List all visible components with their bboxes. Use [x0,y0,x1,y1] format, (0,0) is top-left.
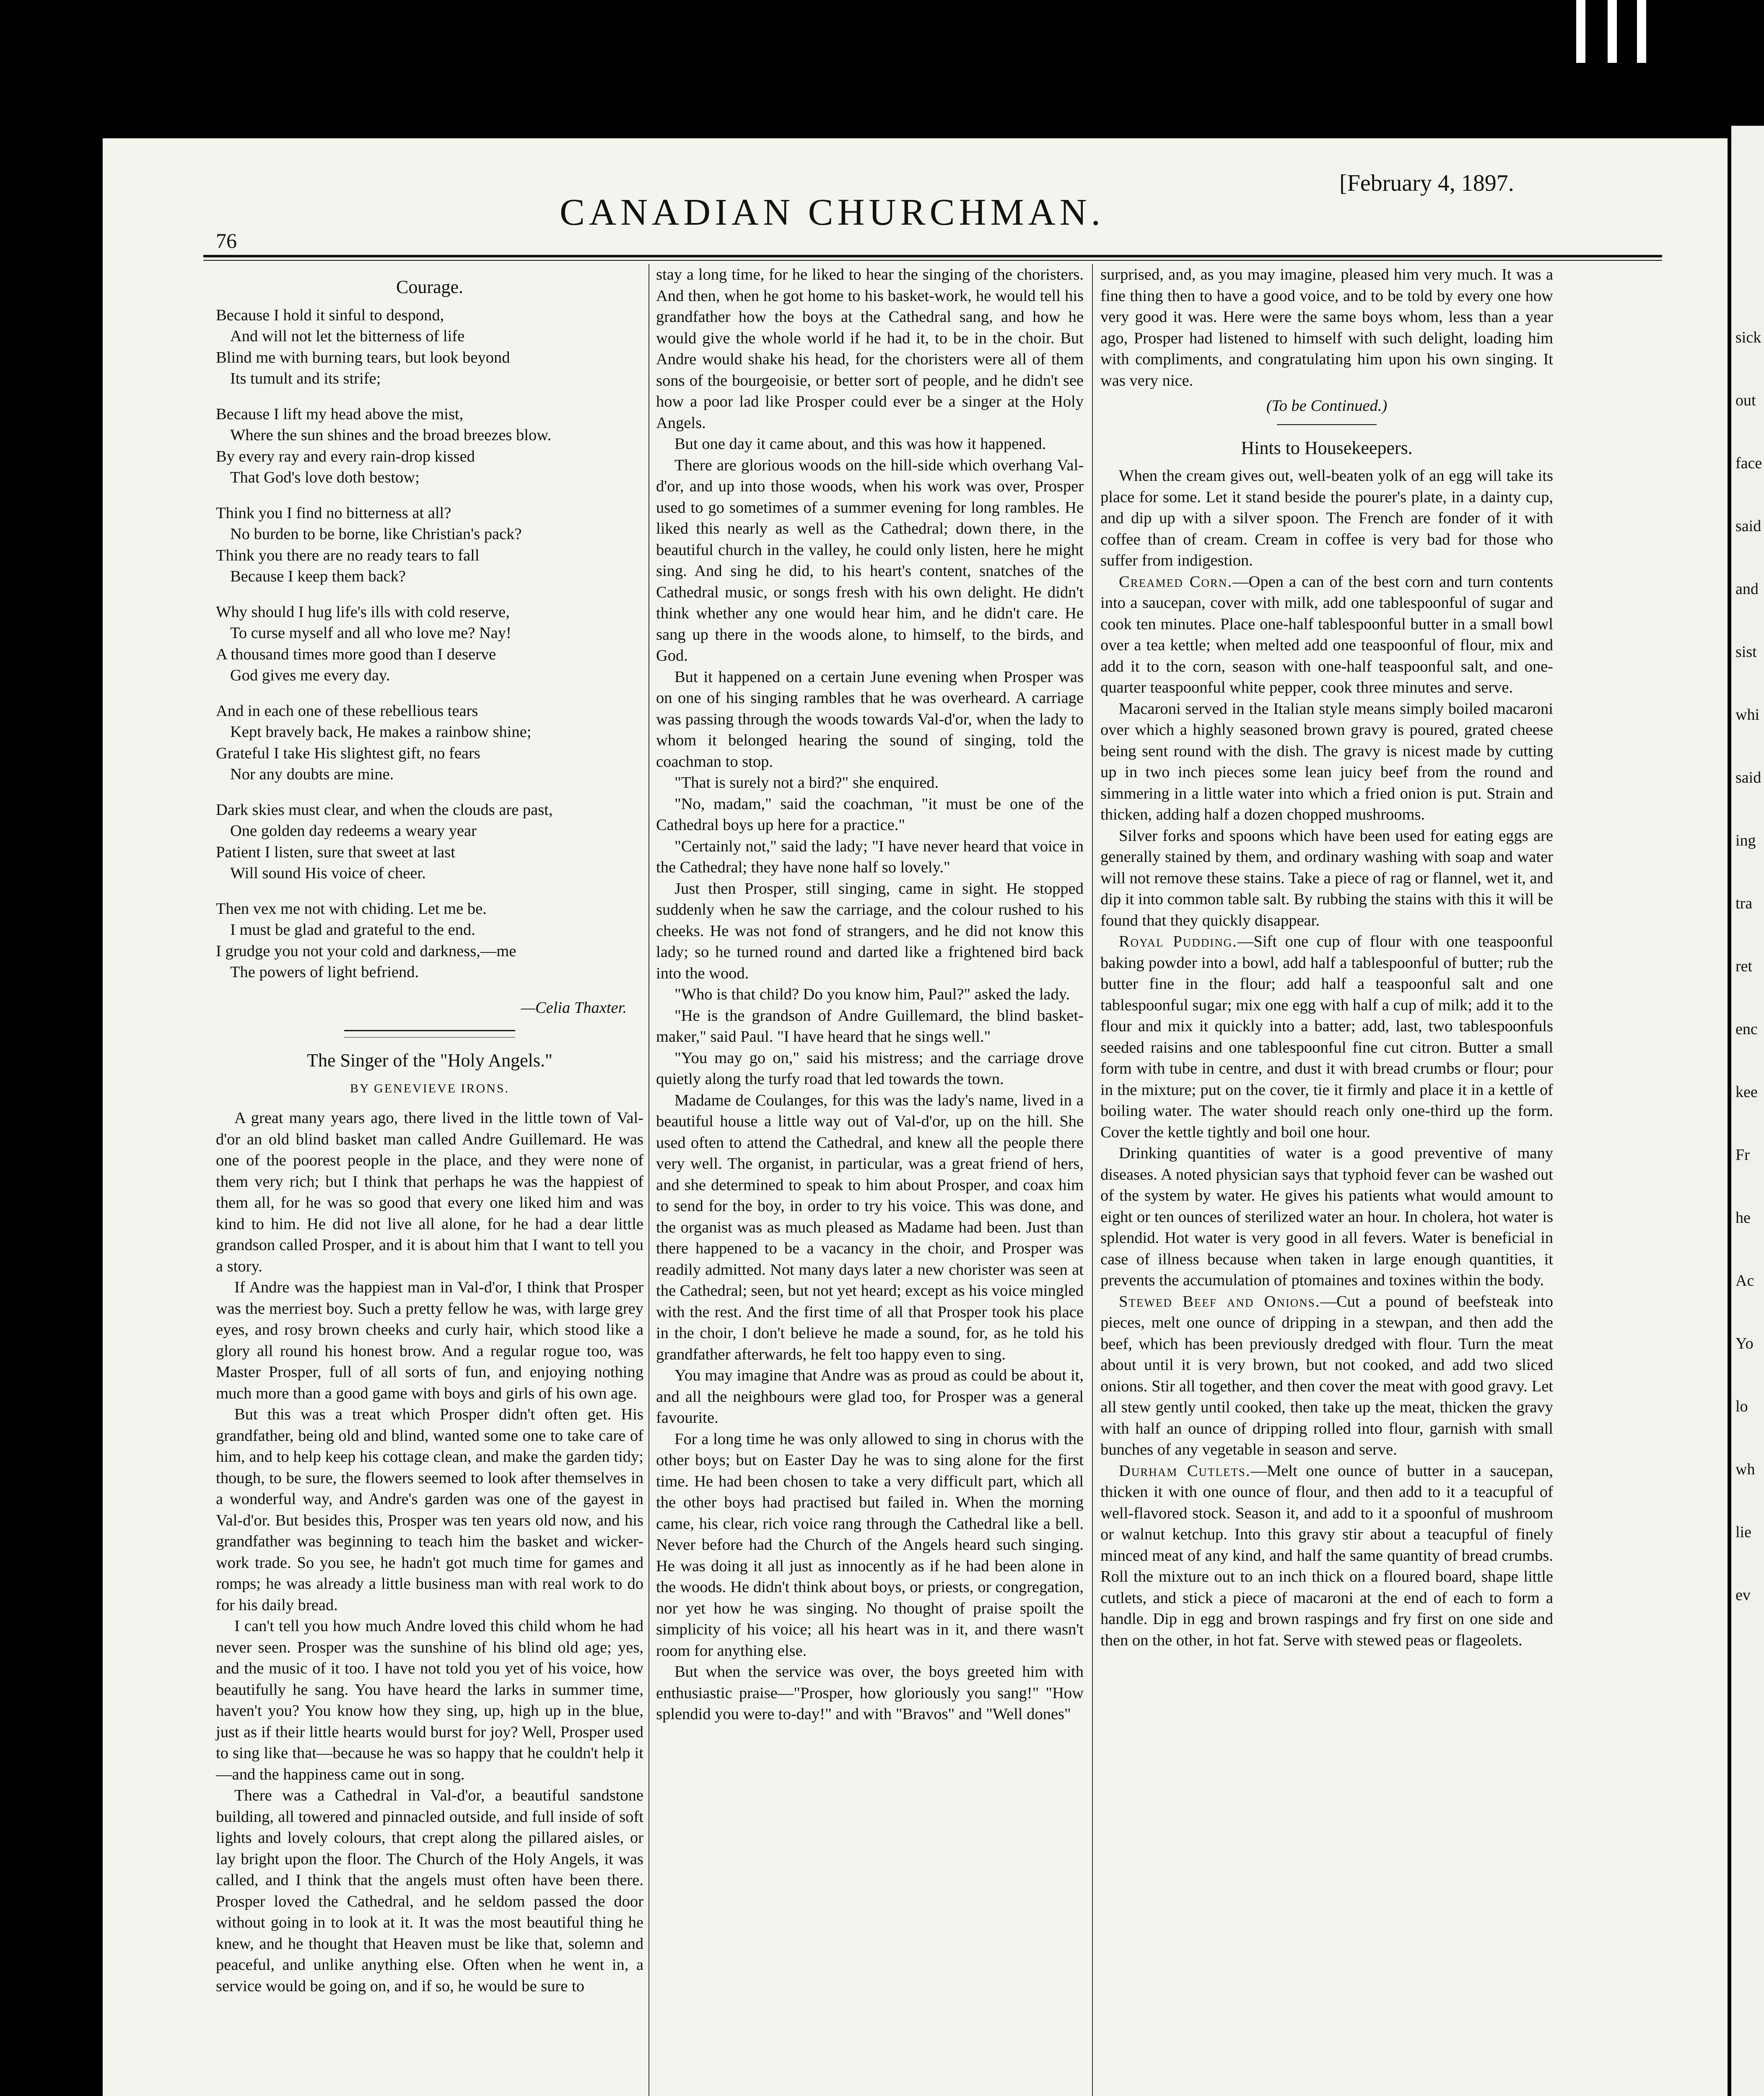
hints-title: Hints to Housekeepers. [1241,437,1413,458]
adjacent-page-word: wh [1735,1460,1755,1478]
poem-line: Kept bravely back, He makes a rainbow shine; [230,723,532,741]
story-text-col3 [1100,264,1553,391]
poem-line: That God's love doth bestow; [230,469,420,486]
story-paragraph: But when the service was over, the boys greeted him with enthusiastic praise—"Prosper, how gloriously you sang!" "How splendid you were to-day!" and with "Bravos" and "Well dones" [656,1663,1084,1723]
adjacent-page-word: Yo [1735,1335,1754,1352]
poem-stanza [216,898,643,983]
story-paragraph: But one day it came about, and this was how it happened. [674,435,1046,453]
film-edge-mark [1576,0,1585,63]
story-paragraph: "You may go on," said his mistress; and the carriage drove quietly along the turfy road that led towards the town. [656,1049,1084,1088]
story-text-col1 [216,1108,643,1997]
hint-text: Macaroni served in the Italian style means simply boiled macaroni over which a highly seasoned brown gravy is poured, grated cheese being sent round with the dish. The gravy is nicest made by cutting up in two inch pieces some lean juicy beef from the round and simmering in a little water into which a fried onion is put. Strain and thicken, adding half a dozen chopped mushrooms. [1100,700,1553,823]
story-paragraph: stay a long time, for he liked to hear the singing of the choristers. And then, when he got home to his basket-work, he would tell his grandfather how the boys at the Cathedral sang, and how he would give the whole world if he had it, to be in the choir. But Andre would shake his head, for the choristers were all of them sons of the bourgeoisie, or better sort of people, and he didn't see how a poor lad like Prosper could ever be a singer at the Holy Angels. [656,266,1084,432]
story-paragraph: You may imagine that Andre was as proud as could be about it, and all the neighbours were glad too, for Prosper was a general favourite. [656,1367,1084,1427]
column-3 [1100,264,1553,1651]
hint-paragraph [1100,1143,1553,1291]
poem-line: By every ray and every rain-drop kissed [216,447,475,465]
poem-line: I must be glad and grateful to the end. [230,921,475,939]
adjacent-page-word: and [1735,580,1759,598]
hint-heading: Stewed Beef and Onions. [1119,1292,1320,1310]
poem-line: A thousand times more good than I deserve [216,645,496,663]
hint-paragraph [1100,931,1553,1143]
hint-paragraph [1100,571,1553,698]
poem-stanza [216,305,643,389]
hint-heading: Durham Cutlets. [1119,1462,1251,1480]
story-title: The Singer of the "Holy Angels." [307,1050,553,1071]
poem-line: To curse myself and all who love me? Nay! [230,624,511,642]
adjacent-page-fragment [1731,126,1764,2096]
hint-heading: Creamed Corn. [1119,573,1233,591]
adjacent-page-word: he [1735,1209,1751,1227]
poem-line: No burden to be borne, like Christian's pack? [230,525,522,543]
poem-stanza [216,404,643,488]
poem-line: Patient I listen, sure that sweet at last [216,843,455,861]
story-text-col2 [656,264,1084,1725]
story-paragraph: I can't tell you how much Andre loved this child whom he had never seen. Prosper was the sunshine of his blind old age; yes, and the music of it too. I have not told you yet of his voice, how beautifully he sang. You have heard the larks in summer time, haven't you? You know how they sing, up, high up in the blue, just as if their little hearts would burst for joy? Well, Prosper used to sing like that—because he was so happy that he couldn't help it—and the happiness came out in song. [216,1617,643,1783]
poem-line: Why should I hug life's ills with cold reserve, [216,603,510,621]
story-paragraph: Madame de Coulanges, for this was the lady's name, lived in a beautiful house a little way out of Val-d'or, up on the hill. She used often to attend the Cathedral, and knew all the people there very well. The organist, in particular, was a great friend of hers, and she determined to speak to him about Prosper, and coax him to send for the boy, in order to try his voice. This was done, and the organist was as much pleased as Madame had been. Just than there happened to be a vacancy in the choir, and Prosper was readily admitted. Not many days later a new chorister was seen at the Cathedral; seen, but not yet heard; except as his voice mingled with the rest. And the first time of all that Prosper took his place in the choir, I don't believe he made a sound, for, as he told his grandfather afterwards, he felt too happy even to sing. [656,1091,1084,1363]
newspaper-page [103,138,1729,2096]
story-paragraph: "Certainly not," said the lady; "I have never heard that voice in the Cathedral; they have none half so lovely." [656,837,1084,876]
hint-text: —Melt one ounce of butter in a saucepan, thicken it with one ounce of flour, and then add to it a teacupful of well-flavored stock. Season it, and add to it a spoonful of mushroom or walnut ketchup. Into this gravy stir about a teacupful of finely minced meat of any kind, and half the same quantity of bread crumbs. Roll the mixture out to an inch thick on a floured board, shape little cutlets, and stick a piece of macaroni at the end of each to form a handle. Dip in egg and brown raspings and fry first on one side and then on the other, in hot fat. Serve with stewed peas or flageolets. [1100,1462,1553,1649]
hint-paragraph [1100,825,1553,931]
adjacent-page-word: Ac [1735,1272,1754,1289]
poem-line: Because I lift my head above the mist, [216,405,464,423]
hint-heading: Royal Pudding. [1119,933,1237,950]
column-1 [216,264,643,1997]
poem-line: God gives me every day. [230,667,390,684]
header-rule-thin [203,260,1662,261]
continued-note: (To be Continued.) [1266,397,1388,415]
poem-line: Because I hold it sinful to despond, [216,306,444,324]
adjacent-page-word: ev [1735,1586,1751,1604]
adjacent-page-word: lo [1735,1398,1748,1415]
hint-text: —Cut a pound of beefsteak into pieces, melt one ounce of dripping in a stewpan, and then add the beef, which has been previously dredged with flour. Turn the meat about until it is very brown, but not cooked, and add two sliced onions. Stir all together, and then cover the meat with good gravy. Let all stew gently until cooked, then take up the meat, thicken the gravy with half an ounce of dripping rolled into flour, garnish with small bunches of any vegetable in season and serve. [1100,1292,1554,1458]
poem-stanza [216,503,643,587]
story-paragraph: "He is the grandson of Andre Guillemard, the blind basket-maker," said Paul. "I have heard that he sings well." [656,1006,1084,1045]
hint-paragraph [1100,1291,1553,1460]
adjacent-page-word: said [1735,769,1761,786]
story-paragraph: But it happened on a certain June evening when Prosper was on one of his singing rambles that he was overheard. A carriage was passing through the woods towards Val-d'or, when the lady to whom it belonged hearing the sound of singing, told the coachman to stop. [656,668,1084,770]
poem-line: Think you there are no ready tears to fall [216,546,480,564]
story-paragraph: "Who is that child? Do you know him, Paul?" asked the lady. [674,986,1070,1003]
adjacent-page-word: whi [1735,706,1759,724]
poem-stanza [216,799,643,884]
page-number: 76 [216,229,237,252]
poem-line: I grudge you not your cold and darkness,—me [216,942,516,960]
poem-line: Dark skies must clear, and when the clouds are past, [216,801,553,819]
story-paragraph: Just then Prosper, still singing, came in sight. He stopped suddenly when he saw the carriage, and the colour rushed to his cheeks. He was not fond of strangers, and he did not know this lady; so he turned round and darted like a frightened bird back into the wood. [656,879,1084,982]
header-rule [203,255,1662,257]
poem-stanza [216,602,643,686]
story-byline: BY GENEVIEVE IRONS. [350,1081,510,1095]
film-edge-mark [1637,0,1646,63]
hint-paragraph [1100,1460,1553,1651]
story-paragraph: But this was a treat which Prosper didn't often get. His grandfather, being old and blind, wanted some one to take care of him, and to help keep his cottage clean, and make the garden tidy; though, to be sure, the flowers seemed to look after themselves in a wonderful way, and Andre's garden was one of the gayest in Val-d'or. But besides this, Prosper was ten years old now, and his grandfather was beginning to teach him the basket and wicker-work trade. So you see, he hadn't got much time for games and romps; he was already a little business man with real work to do for his daily bread. [216,1406,643,1614]
poem-line: The powers of light befriend. [230,963,419,981]
story-paragraph: "That is surely not a bird?" she enquired. [674,774,939,791]
poem-line: Will sound His voice of cheer. [230,864,426,882]
story-paragraph: If Andre was the happiest man in Val-d'or, I think that Prosper was the merriest boy. Such a pretty fellow he was, with large grey eyes, and rosy brown cheeks and curly hair, which stood like a glory all round his honest brow. And a regular rogue too, was Master Prosper, full of all sorts of fun, and enjoying nothing much more than a good game with boys and girls of his own age. [216,1279,643,1402]
adjacent-page-word: out [1735,392,1756,409]
story-paragraph: surprised, and, as you may imagine, pleased him very much. It was a fine thing then to have a good voice, and to be told by every one how very good it was. Here were the same boys whom, less than a year ago, Prosper had listened to himself with such delight, loading him with compliments, and congratulating him upon his own singing. It was very nice. [1100,266,1553,389]
story-paragraph: For a long time he was only allowed to sing in chorus with the other boys; but on Easter Day he was to sing alone for the first time. He had been chosen to take a very difficult part, which all the other boys had practised but failed in. When the morning came, his clear, rich voice rang through the Cathedral like a bell. Never before had the Church of the Angels heard such singing. He was doing it all just as innocently as if he had been alone in the woods. He didn't think about boys, or priests, or congregation, nor yet how he was singing. No thought of praise spoilt the simplicity of his voice; all his heart was in it, and there wasn't room for anything else. [656,1430,1084,1660]
adjacent-page-word: tra [1735,895,1753,912]
poem-line: Where the sun shines and the broad breezes blow. [230,426,552,444]
hint-text: When the cream gives out, well-beaten yolk of an egg will take its place for some. Let it stand beside the pourer's plate, in a dainty cup, and dip up with a silver spoon. The French are fonder of it with coffee than of cream. Cream in coffee is very bad for those who suffer from indigestion. [1100,467,1553,569]
story-paragraph: There are glorious woods on the hill-side which overhang Val-d'or, and up into those woods, when his work was over, Prosper used to go sometimes of a summer evening for long rambles. He liked this nearly as well as the Cathedral; down there, in the beautiful church in the valley, he could only listen, here he might sing. And sing he did, to his heart's content, snatches of the Cathedral music, or songs fresh with his own delight. He didn't think whether any one would hear him, and he didn't care. He sang up there in the woods alone, to himself, to the birds, and God. [656,456,1084,664]
section-divider [344,1030,515,1038]
poem-line: One golden day redeems a weary year [230,822,477,840]
adjacent-page-word: kee [1735,1083,1758,1101]
poem-line: And will not let the bitterness of life [230,327,465,345]
column-2 [656,264,1084,1725]
adjacent-page-word: Fr [1735,1146,1750,1164]
story-paragraph: A great many years ago, there lived in the little town of Val-d'or an old blind basket man called Andre Guillemard. He was one of the poorest people in the place, and they were none of them very rich; but I think that perhaps he was the happiest of them all, for he was so good that every one liked him and was kind to him. He did not live all alone, for he had a dear little grandson called Prosper, and it is about him that I want to tell you a story. [216,1109,643,1275]
adjacent-page-word: said [1735,517,1761,535]
hints-body [1100,465,1553,1651]
poem-line: Blind me with burning tears, but look beyond [216,348,510,366]
column-rule [1092,264,1093,2096]
poem-line: Nor any doubts are mine. [230,765,394,783]
film-edge-mark [1608,0,1617,63]
section-divider [1277,424,1377,425]
poem-body [216,305,643,983]
adjacent-page-word: ing [1735,832,1756,849]
adjacent-page-word: lie [1735,1523,1751,1541]
adjacent-page-word: sick [1735,329,1761,346]
poem-title: Courage. [396,277,464,297]
adjacent-page-word: sist [1735,643,1757,661]
hint-text: Silver forks and spoons which have been used for eating eggs are generally stained by them, and ordinary washing with soap and water will not remove these stains. Take a piece of rag or flannel, wet it, and dip it into common table salt. By rubbing the stains with this it will be found that they quickly disappear. [1100,827,1553,929]
poem-stanza [216,700,643,785]
story-paragraph: There was a Cathedral in Val-d'or, a beautiful sandstone building, all towered and pinnacled outside, and full inside of soft lights and lovely colours, that crept along the pillared aisles, or lay bright upon the floor. The Church of the Holy Angels, it was called, and I think that the angels must often have been there. Prosper loved the Cathedral, and he seldom passed the door without going in to look at it. It was the most beautiful thing he knew, and he thought that Heaven must be like that, solemn and peaceful, and unlike anything else. Often when he went in, a service would be going on, and if so, he would be sure to [216,1787,643,1995]
poem-attribution: —Celia Thaxter. [521,999,627,1017]
poem-line: Then vex me not with chiding. Let me be. [216,900,487,918]
adjacent-page-word: ret [1735,957,1753,975]
adjacent-page-word: enc [1735,1020,1758,1038]
hint-text: —Sift one cup of flour with one teaspoonful baking powder into a bowl, add half a tablespoonful of butter; rub the butter fine in the flour; add half a teaspoonful salt and one tablespoonful sugar; mix one egg with half a cup of milk; add it to the flour and mix it quickly into a batter; add, last, two tablespoonfuls seeded raisins and one tablespoonful fine cut citron. Butter a small form with tube in centre, and dust it with bread crumbs or flour; pour in the mixture; put on the cover, tie it firmly and place it in a kettle of boiling water. The water should reach only one-third up the form. Cover the kettle tightly and boil one hour. [1100,933,1553,1141]
hint-text: Drinking quantities of water is a good preventive of many diseases. A noted physician says that typhoid fever can be washed out of the system by water. He gives his patients what would amount to eight or ten ounces of sterilized water an hour. In cholera, hot water is splendid. Hot water is very good in all fevers. Water is beneficial in case of illness because when taken in large enough quantities, it prevents the accumulation of ptomaines and toxines within the body. [1100,1144,1553,1289]
poem-line: Because I keep them back? [230,568,406,585]
story-paragraph: "No, madam," said the coachman, "it must be one of the Cathedral boys up here for a practice." [656,795,1084,834]
poem-line: Grateful I take His slightest gift, no fears [216,744,480,762]
issue-date: [February 4, 1897. [1339,170,1514,196]
poem-line: Think you I find no bitterness at all? [216,504,451,522]
paper-title: CANADIAN CHURCHMAN. [560,192,1105,233]
hint-text: —Open a can of the best corn and turn contents into a saucepan, cover with milk, add one tablespoonful of sugar and cook ten minutes. Place one-half tablespoonful butter in a small bowl over a tea kettle; when melted add one teaspoonful of flour, mix and add it to the corn, season with one-half teaspoonful salt, and one-quarter teaspoonful white pepper, cook three minutes and serve. [1100,573,1553,696]
poem-line: And in each one of these rebellious tears [216,702,478,720]
hint-paragraph [1100,465,1553,571]
hint-paragraph [1100,698,1553,825]
adjacent-page-word: face [1735,454,1762,472]
poem-line: Its tumult and its strife; [230,370,381,387]
